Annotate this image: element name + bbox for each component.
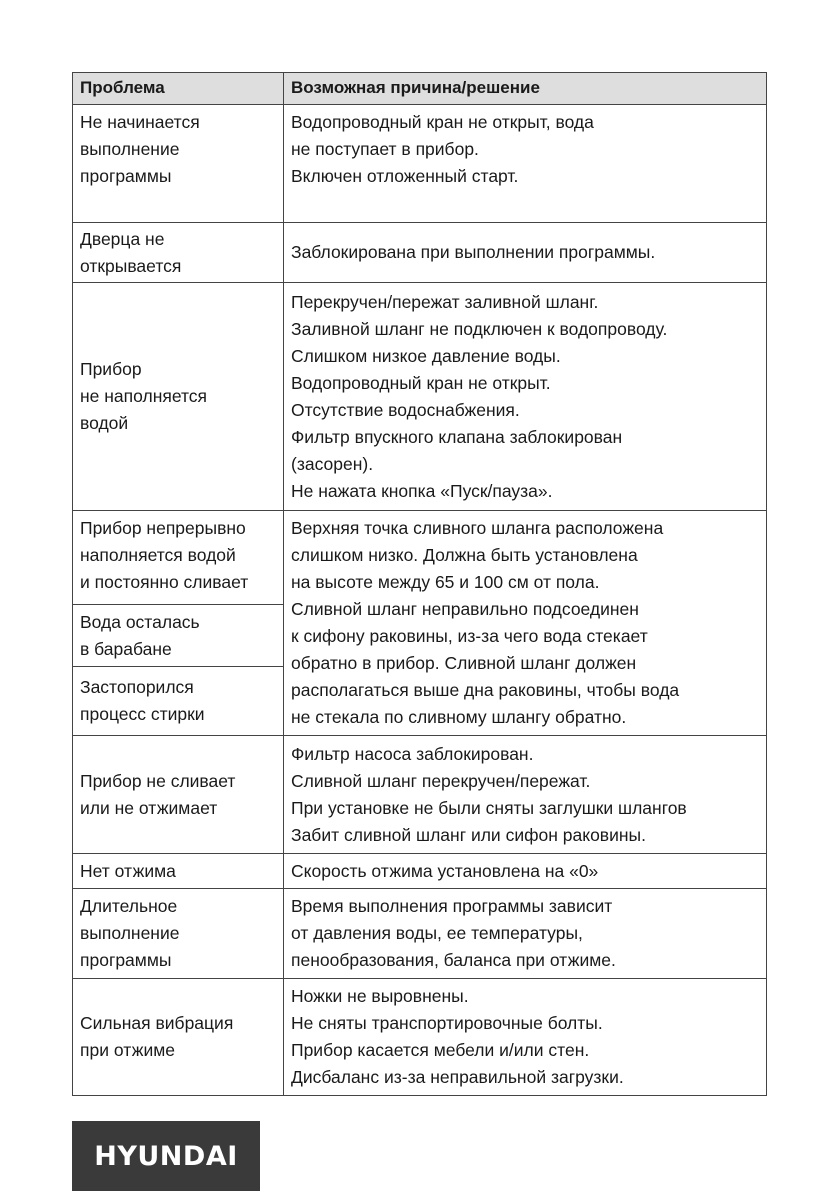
troubleshooting-table (72, 72, 767, 1096)
solution-line: к сифону раковины, из-за чего вода стекает (291, 626, 648, 646)
problem-line: Не начинается (80, 112, 200, 132)
problem-line: в барабане (80, 638, 172, 659)
solution-line: При установке не были сняты заглушки шлангов (291, 797, 687, 818)
problem-line: программы (80, 950, 172, 970)
problem-line: Нет отжима (80, 860, 176, 881)
solution-cell (284, 511, 767, 736)
problem-line: Сильная вибрация (80, 1013, 234, 1033)
solution-line: не поступает в прибор. (291, 139, 479, 159)
solution-line: обратно в прибор. Сливной шланг должен (291, 653, 637, 673)
problem-line: и постоянно сливает (80, 572, 249, 592)
solution-line: Отсутствие водоснабжения. (291, 399, 520, 420)
problem-cell (73, 511, 284, 605)
table-row (73, 105, 767, 223)
problem-line: Прибор непрерывно (80, 518, 246, 538)
solution-line: Фильтр впускного клапана заблокирован (291, 426, 623, 447)
problem-line: Прибор не сливает (80, 770, 236, 791)
table-row (73, 736, 767, 854)
solution-line: не стекала по сливному шлангу обратно. (291, 707, 627, 727)
table-row (73, 511, 767, 605)
solution-cell (284, 736, 767, 854)
problem-cell (73, 889, 284, 979)
solution-line: Водопроводный кран не открыт, вода (291, 112, 594, 132)
solution-cell (284, 854, 767, 889)
solution-line: Сливной шланг перекручен/пережат. (291, 770, 591, 791)
problem-line: не наполняется (80, 386, 208, 406)
problem-line: выполнение (80, 139, 180, 159)
problem-cell (73, 854, 284, 889)
solution-line: от давления воды, ее температуры, (291, 923, 583, 943)
solution-line: Заливной шланг не подключен к водопроводу. (291, 318, 668, 339)
solution-line: Заблокирована при выполнении программы. (291, 242, 656, 262)
solution-cell (284, 979, 767, 1096)
problem-line: или не отжимает (80, 797, 218, 818)
table-row (73, 889, 767, 979)
table-row (73, 283, 767, 511)
solution-line: Не сняты транспортировочные болты. (291, 1013, 603, 1033)
problem-cell (73, 604, 284, 667)
problem-line: Застопорился (80, 677, 194, 698)
solution-line: Фильтр насоса заблокирован. (291, 743, 534, 764)
solution-line: на высоте между 65 и 100 см от пола. (291, 572, 600, 592)
solution-line: Слишком низкое давление воды. (291, 345, 561, 366)
problem-line: Длительное (80, 896, 178, 916)
solution-line: Включен отложенный старт. (291, 166, 519, 186)
problem-line: процесс стирки (80, 704, 205, 725)
column-header-problem: Проблема (73, 73, 284, 105)
solution-line: слишком низко. Должна быть установлена (291, 545, 638, 565)
problem-cell (73, 283, 284, 511)
solution-cell (284, 223, 767, 283)
solution-line: Время выполнения программы зависит (291, 896, 613, 916)
problem-line: водой (80, 413, 129, 433)
problem-line: программы (80, 166, 172, 186)
problem-line: Дверца не (80, 228, 165, 249)
problem-cell (73, 223, 284, 283)
problem-line: Прибор (80, 359, 142, 379)
solution-line: располагаться выше дна раковины, чтобы вода (291, 680, 680, 700)
solution-line: Забит сливной шланг или сифон раковины. (291, 824, 646, 845)
solution-line: (засорен). (291, 453, 374, 474)
hyundai-logo: HYUNDAI (72, 1121, 260, 1191)
solution-line: Скорость отжима установлена на «0» (291, 860, 599, 881)
problem-line: выполнение (80, 923, 180, 943)
problem-line: наполняется водой (80, 545, 236, 565)
solution-line: Ножки не выровнены. (291, 986, 469, 1006)
solution-line: Сливной шланг неправильно подсоединен (291, 599, 639, 619)
column-header-solution: Возможная причина/решение (284, 73, 767, 105)
solution-cell (284, 283, 767, 511)
solution-line: Перекручен/пережат заливной шланг. (291, 291, 599, 312)
problem-line: открывается (80, 255, 182, 276)
solution-line: Дисбаланс из-за неправильной загрузки. (291, 1067, 624, 1087)
solution-line: Верхняя точка сливного шланга расположена (291, 518, 664, 538)
solution-cell (284, 889, 767, 979)
solution-line: Не нажата кнопка «Пуск/пауза». (291, 480, 553, 501)
solution-line: Прибор касается мебели и/или стен. (291, 1040, 590, 1060)
problem-cell (73, 105, 284, 223)
table-row (73, 854, 767, 889)
problem-cell (73, 667, 284, 736)
solution-line: Водопроводный кран не открыт. (291, 372, 551, 393)
solution-cell (284, 105, 767, 223)
problem-line: Вода осталась (80, 611, 200, 632)
solution-line: пенообразования, баланса при отжиме. (291, 950, 616, 970)
problem-cell (73, 736, 284, 854)
table-row (73, 979, 767, 1096)
problem-line: при отжиме (80, 1040, 176, 1060)
problem-cell (73, 979, 284, 1096)
table-row (73, 223, 767, 283)
table-header-row (73, 73, 767, 105)
